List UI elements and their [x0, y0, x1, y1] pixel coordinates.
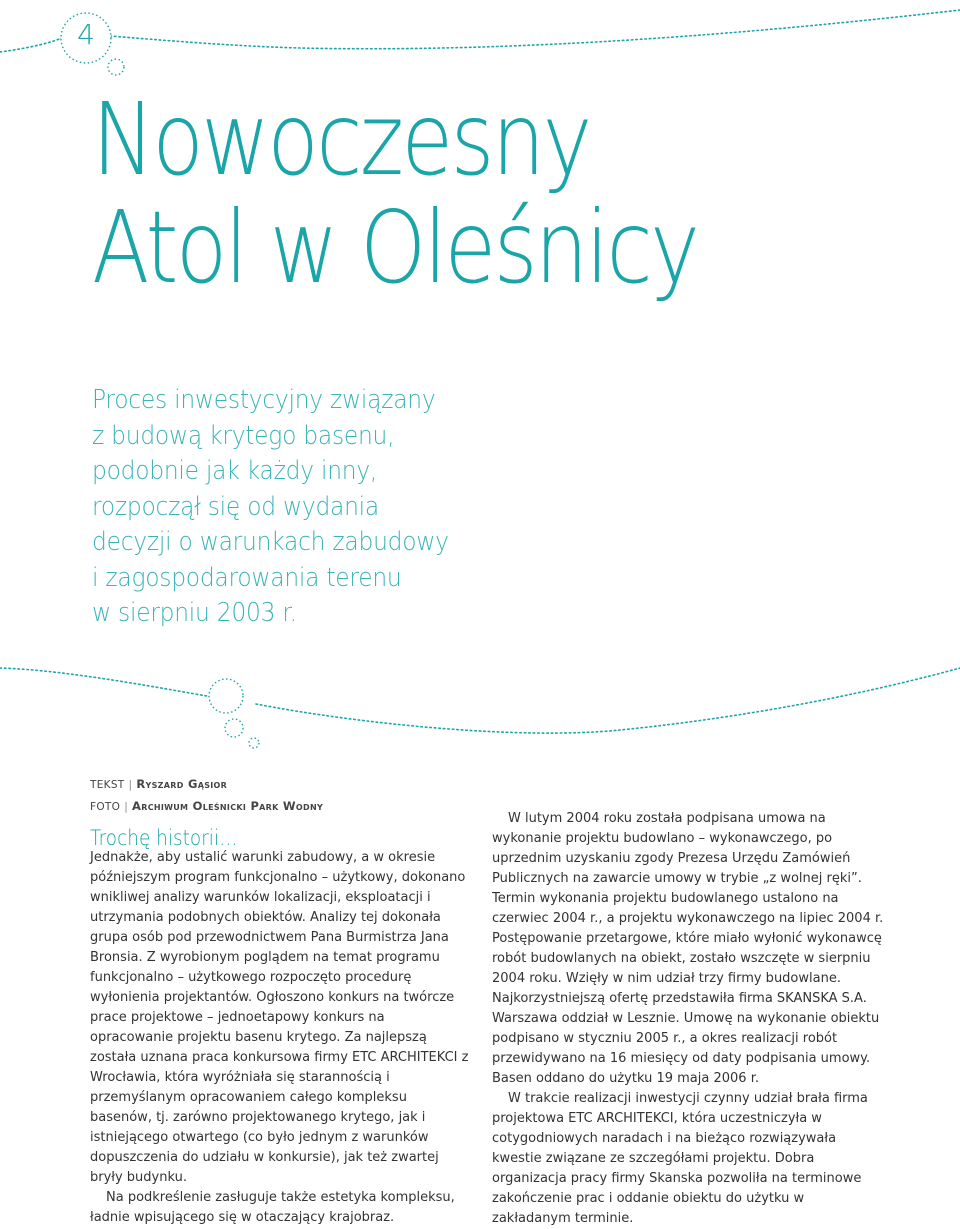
small-dotted-circle: [108, 59, 124, 75]
left-paragraph-2: Na podkreślenie zasługuje także estetyka kompleksu, ładnie wpisującego się w otaczający krajobraz.: [90, 1190, 455, 1225]
right-column: [492, 809, 884, 1229]
text-credit-label: TEKST: [90, 779, 125, 791]
photo-credit: [90, 796, 323, 818]
right-paragraph-1: W lutym 2004 roku została podpisana umowa na wykonanie projektu budowlano – wykonawczego, po uprzednim uzyskaniu zgody Prezesa Urzędu Zamówień Publicznych na zawarcie umowy w trybie „z wolnej ręki”. Termin wykonania projektu budowlanego ustalono na czerwiec 2004 r., a projektu wykonawczego na lipiec 2004 r. Postępowanie przetargowe, które miało wyłonić wykonawcę robót budowlanych na obiekt, zostało wszczęte w sierpniu 2004 roku. Wzięły w nim udział trzy firmy budowlane. Najkorzystniejszą ofertę przedstawiła firma SKANSKA S.A. Warszawa oddział w Lesznie. Umowę na wykonanie obiektu podpisano w styczniu 2005 r., a okres realizacji robót przewidywano na 16 miesięcy od daty podpisania umowy. Basen oddano do użytku 19 maja 2006 r.: [492, 811, 884, 1086]
credit-separator: |: [124, 801, 129, 813]
title-line-2: Atol w Oleśnicy: [92, 189, 698, 306]
left-column: [90, 848, 470, 1228]
lead-line: i zagospodarowania terenu: [92, 562, 402, 593]
title-line-1: Nowoczesny: [92, 81, 590, 198]
left-paragraph-1: Jednakże, aby ustalić warunki zabudowy, a w okresie późniejszym program funkcjonalno – użytkowy, dokonano wnikliwej analizy warunków lokalizacji, eksploatacji i utrzymania podobnych obiektów. Analizy tej dokonała grupa osób pod przewodnictwem Pana Burmistrza Jana Bronsia. Z wyrobionym poglądem na temat programu funkcjonalno – użytkowego rozpoczęto procedurę wyłonienia projektantów. Ogłoszono konkurs na twórcze prace projektowe – jednoetapowy konkurs na opracowanie projektu basenu krytego. Za najlepszą została uznana praca konkursowa firmy ETC ARCHITEKCI z Wrocławia, która wyróżniała się starannością i przemyślanym opracowaniem całego kompleksu basenów, tj. zarówno projektowanego krytego, jak i istniejącego otwartego (co było jednym z warunków dopuszczenia do udziału w konkursie), jak też zwartej bryły budynku.: [90, 850, 469, 1185]
photo-credit-source: Archiwum Oleśnicki Park Wodny: [132, 799, 324, 813]
text-credit-author: Ryszard Gąsior: [136, 777, 228, 791]
photo-credit-label: FOTO: [90, 801, 121, 813]
lead-line: z budową krytego basenu,: [92, 420, 395, 451]
middle-dotted-wave: [0, 668, 960, 733]
bubble-large: [209, 679, 243, 713]
top-dotted-wave: [0, 10, 960, 52]
lead-line: Proces inwestycyjny związany: [92, 385, 436, 415]
bubble-medium: [225, 719, 243, 737]
section-heading: Trochę historii…: [90, 826, 238, 850]
lead-line: decyzji o warunkach zabudowy: [92, 527, 449, 557]
lead-line: podobnie jak każdy inny,: [92, 456, 378, 486]
right-paragraph-2: W trakcie realizacji inwestycji czynny udział brała firma projektowa ETC ARCHITEKCI, która uczestniczyła w cotygodniowych naradach i na bieżąco rozwiązywała kwestie związane ze szczegółami projektu. Dobra organizacja pracy firmy Skanska pozwoliła na terminowe zakończenie prac i oddanie obiektu do użytku w zakładanym terminie.: [492, 1091, 868, 1226]
article-title: [92, 81, 698, 306]
credit-separator: |: [128, 779, 133, 791]
bubble-small: [249, 738, 259, 748]
credits: [90, 774, 323, 818]
text-credit: [90, 774, 323, 796]
lead-paragraph: [92, 383, 449, 632]
page-number: 4: [77, 18, 95, 51]
lead-line: w sierpniu 2003 r.: [92, 598, 297, 628]
lead-line: rozpoczął się od wydania: [92, 491, 379, 522]
